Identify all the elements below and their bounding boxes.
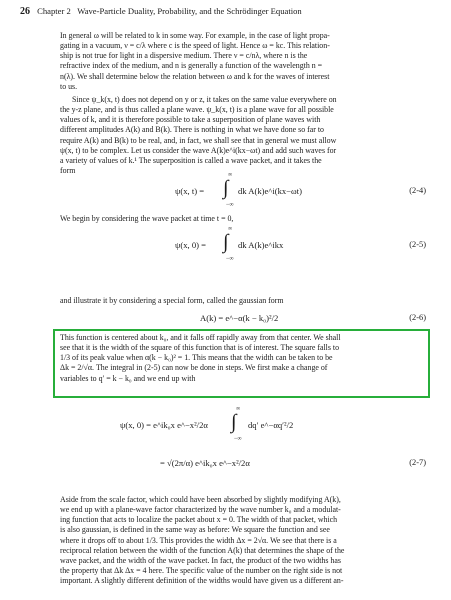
integral-lower-limit: −∞ — [226, 202, 234, 208]
paragraph-2 — [60, 95, 428, 176]
text-line: form — [60, 166, 76, 176]
paragraph-3 — [60, 214, 428, 224]
text-line: Aside from the scale factor, which could have been absorbed by slightly modifying A(k), — [60, 495, 341, 504]
text-line: values of k, and it is therefore possible to take a superposition of plane waves with — [60, 115, 321, 125]
text-line: In general ω will be related to k in some way. For example, in the case of light propa- — [60, 31, 330, 40]
text-line: gating in a vacuum, ν = c/λ where c is the speed of light. Hence ω = kc. This relation- — [60, 41, 330, 51]
text-line: 1/3 of its peak value when α(k − k₀)² = 1. This means that the width can be taken to be — [60, 353, 333, 363]
text-line: ψ(x, t) to be complex. Let us consider the wave A(k)e^i(kx−ωt) and add such waves for — [60, 145, 337, 155]
equation-lhs: ψ(x, 0) = — [175, 240, 206, 250]
text-line: ing function that acts to localize the packet about x = 0. The width of that packet, which — [60, 515, 338, 525]
equation-lhs: ψ(x, t) = — [175, 186, 205, 196]
text-line: Since ψ_k(x, t) does not depend on y or z, it takes on the same value everywhere on — [72, 95, 337, 104]
integral-sign: ∫ — [223, 231, 229, 253]
equation-number: (2-6) — [409, 313, 426, 322]
text-line: is also gaussian, is defined in the same way as before: We square the function and see — [60, 525, 330, 535]
equation-line-2: = √(2π/α) e^ik₀x e^−x²/2α — [160, 458, 250, 468]
paragraph-5 — [60, 333, 428, 384]
text-line: different amplitudes A(k) and B(k). There is nothing in what we have done so far to — [60, 125, 324, 135]
text-line: refractive index of the medium, and n is generally a function of the wavelength n = — [60, 61, 323, 71]
text-line: n(λ). We shall determine below the relation between ω and k for the waves of interest — [60, 71, 330, 81]
equation-number: (2-4) — [409, 186, 426, 195]
page-number: 26 — [20, 6, 30, 17]
text-line: a variety of values of k.¹ The superposition is called a wave packet, and it takes the — [60, 155, 322, 165]
chapter-title: Wave-Particle Duality, Probability, and the Schrödinger Equation — [77, 6, 302, 16]
text-line: and illustrate it by considering a special form, called the gaussian form — [60, 296, 284, 305]
text-line: require A(k) and B(k) to be real, and, in fact, we shall see that in general we must allow — [60, 135, 337, 145]
equation-integrand: dq′ e^−αq′²/2 — [248, 420, 294, 430]
text-line: ship is not true for light in a dispersive medium. There ν = c/nλ, where n is the — [60, 51, 308, 61]
text-line: important. A slightly different definition of the widths would have given us a different an- — [60, 576, 344, 586]
integral-upper-limit: ∞ — [236, 406, 241, 412]
equation-number: (2-5) — [409, 240, 426, 249]
text-line: the y-z plane, and is thus called a plane wave. ψ_k(x, t) is a plane wave for all possible — [60, 105, 334, 115]
text-line: reciprocal relation between the width of the function A(k) that determines the shape of the — [60, 545, 345, 555]
equation-number: (2-7) — [409, 458, 426, 467]
integral-lower-limit: −∞ — [234, 436, 242, 442]
running-header — [20, 6, 302, 17]
paragraph-1 — [60, 31, 428, 92]
text-line: wave packet, and the width of the wave packet. In fact, the product of the two widths has — [60, 555, 341, 565]
text-line: Δk = 2/√α. The integral in (2-5) can now be done in steps. We first make a change of — [60, 363, 328, 373]
equation-text: A(k) = e^−α(k − k₀)²/2 — [200, 313, 279, 323]
integral-sign: ∫ — [223, 177, 229, 199]
text-line: we end up with a plane-wave factor characterized by the wave number k₀ and a modulat- — [60, 505, 341, 515]
chapter-label: Chapter 2 — [37, 6, 71, 16]
integral-upper-limit: ∞ — [228, 226, 233, 232]
integral-sign: ∫ — [231, 411, 237, 433]
text-line: the property that Δk Δx = 4 here. The specific value of the number on the right side is not — [60, 566, 343, 576]
text-line: variables to q′ = k − k₀ and we end up with — [60, 373, 196, 383]
integral-lower-limit: −∞ — [226, 256, 234, 262]
integral-upper-limit: ∞ — [228, 172, 233, 178]
text-line: where it drops off to about 1/3. This provides the width Δx = 2√α. We see that there is a — [60, 535, 337, 545]
paragraph-6 — [60, 495, 428, 586]
paragraph-4 — [60, 296, 428, 306]
equation-integrand: dk A(k)e^ikx — [238, 240, 284, 250]
text-line: see that it is the width of the square of this function that is of interest. The square falls to — [60, 343, 340, 353]
equation-integrand: dk A(k)e^i(kx−ωt) — [238, 186, 302, 196]
equation-lhs: ψ(x, 0) = e^ik₀x e^−x²/2α — [120, 420, 208, 430]
text-line: This function is centered about k₀, and it falls off rapidly away from that center. We shall — [60, 333, 341, 342]
text-line: to us. — [60, 81, 78, 91]
text-line: We begin by considering the wave packet at time t = 0, — [60, 214, 234, 223]
